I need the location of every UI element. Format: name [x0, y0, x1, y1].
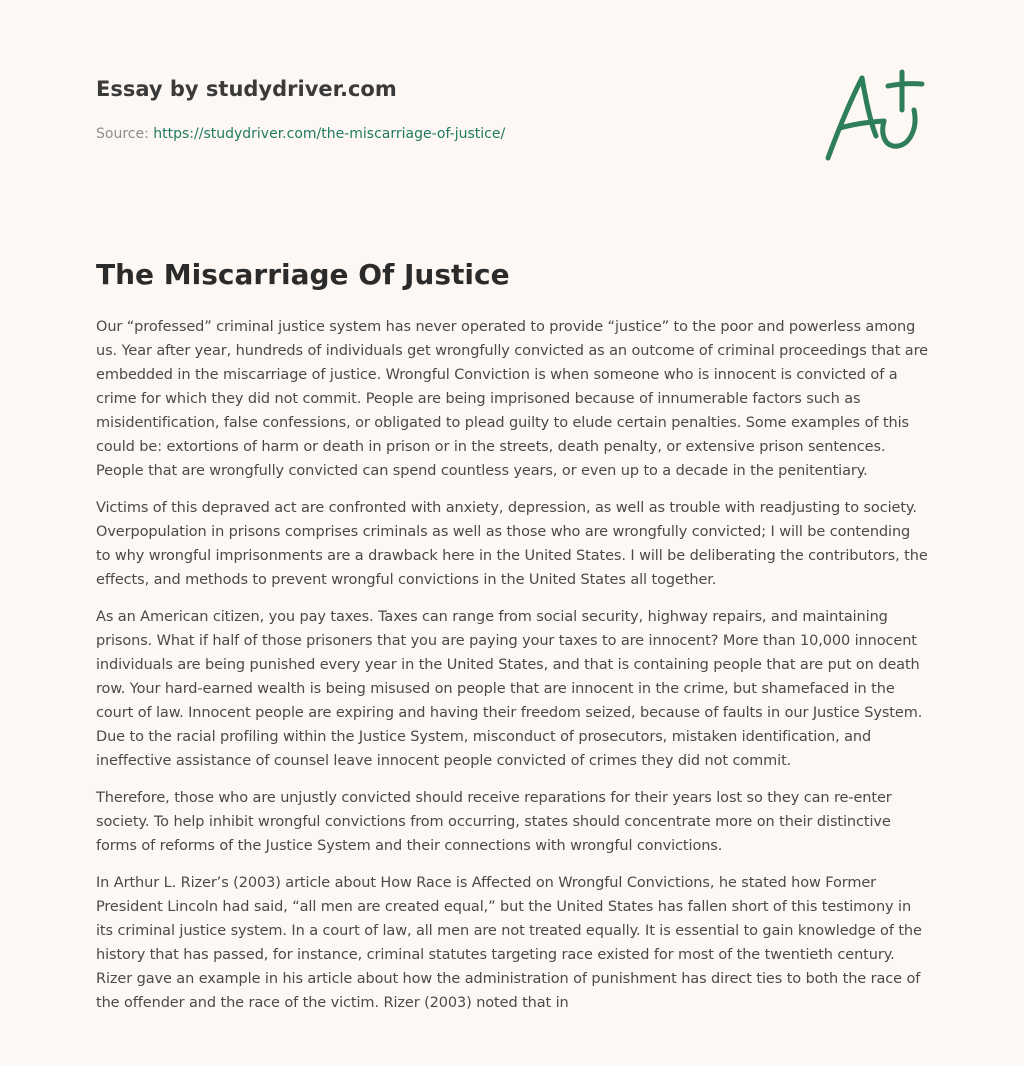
paragraph: Therefore, those who are unjustly convicted should receive reparations for their years lost so they can re-enter society. To help inhibit wrongful convictions from occurring, states should concentrate more on their distinctive forms of reforms of the Justice System and their connections with wrongful convictions. [96, 790, 892, 854]
paragraph: Our “professed” criminal justice system has never operated to provide “justice” to the poor and powerless among us. Year after year, hundreds of individuals get wrongfully convicted as an outcome of criminal proceedings that are embedded in the miscarriage of justice. Wrongful Conviction is when someone who is innocent is convicted of a crime for which they did not commit. People are being imprisoned because of innumerable factors such as misidentification, false confessions, or obligated to plead guilty to elude certain penalties. Some examples of this could be: extortions of harm or death in prison or in the streets, death penalty, or extensive prison sentences. People that are wrongfully convicted can spend countless years, or even up to a decade in the penitentiary. [96, 319, 928, 479]
essay-title: The Miscarriage Of Justice [96, 258, 510, 291]
source-label: Source: [96, 126, 149, 142]
header [96, 74, 796, 144]
brand-title: Essay by studydriver.com [96, 77, 397, 101]
source-line [96, 124, 796, 144]
paragraph: Victims of this depraved act are confronted with anxiety, depression, as well as trouble with readjusting to society. Overpopulation in prisons comprises criminals as well as those who are wrongfully convicted; I will be contending to why wrongful imprisonments are a drawback here in the United States. I will be deliberating the contributors, the effects, and methods to prevent wrongful convictions in the United States all together. [96, 500, 928, 588]
a-plus-logo-icon [818, 66, 930, 166]
paragraph: In Arthur L. Rizer’s (2003) article about How Race is Affected on Wrongful Convictions, he stated how Former President Lincoln had said, “all men are created equal,” but the United States has fallen short of this testimony in its criminal justice system. In a court of law, all men are not treated equally. It is essential to gain knowledge of the history that has passed, for instance, criminal statutes targeting race existed for most of the twentieth century. Rizer gave an example in his article about how the administration of punishment has direct ties to both the race of the offender and the race of the victim. Rizer (2003) noted that in [96, 875, 922, 1011]
source-link[interactable]: https://studydriver.com/the-miscarriage-of-justice/ [153, 126, 506, 142]
essay-body [96, 315, 928, 1028]
paragraph: As an American citizen, you pay taxes. Taxes can range from social security, highway repairs, and maintaining prisons. What if half of those prisoners that you are paying your taxes to are innocent? More than 10,000 innocent individuals are being punished every year in the United States, and that is containing people that are put on death row. Your hard-earned wealth is being misused on people that are innocent in the crime, but shamefaced in the court of law. Innocent people are expiring and having their freedom seized, because of faults in our Justice System. Due to the racial profiling within the Justice System, misconduct of prosecutors, mistaken identification, and ineffective assistance of counsel leave innocent people convicted of crimes they did not commit. [96, 609, 923, 769]
